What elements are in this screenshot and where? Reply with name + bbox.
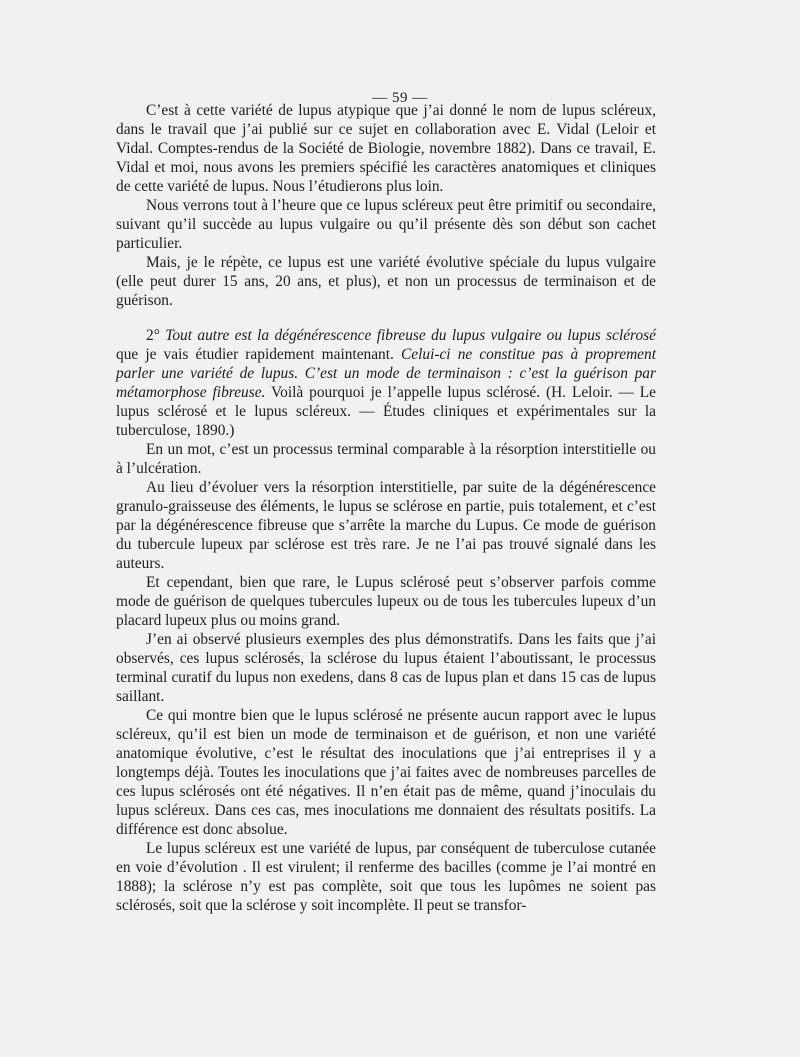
paragraph-4-text-2: Voilà pourquoi je l’appelle lupus sclérosé. (H. Leloir. — Le lupus sclérosé et le lupus scléreux. — Études cliniques et expérimentales sur la tuberculose, 1890.) — [116, 384, 656, 439]
page-number: — 59 — — [372, 90, 428, 106]
paragraph-1: C’est à cette variété de lupus atypique que j’ai donné le nom de lupus scléreux, dans le travail que j’ai publié sur ce sujet en collaboration avec E. Vidal (Leloir et Vidal. Comptes-rendus de la Société de Biologie, novembre 1882). Dans ce travail, E. Vidal et moi, nous avons les premiers spécifié les caractères anatomiques et cliniques de cette variété de lupus. Nous l’étudierons plus loin. — [116, 102, 656, 195]
paragraph-4-italic-1: Tout autre est la dégénérescence fibreuse du lupus vulgaire ou lupus sclérosé — [165, 327, 656, 344]
paragraph-8: J’en ai observé plusieurs exemples des plus démonstratifs. Dans les faits que j’ai observés, ces lupus sclérosés, la sclérose du lupus étaient l’aboutissant, le processus terminal curatif du lupus non exedens, dans 8 cas de lupus plan et dans 15 cas de lupus saillant. — [116, 631, 656, 705]
paragraph-5: En un mot, c’est un processus terminal comparable à la résorption interstitielle ou à l’ulcération. — [116, 441, 656, 477]
paragraph-4 — [116, 326, 656, 440]
paragraph-4-text-1: que je vais étudier rapidement maintenant. — [116, 346, 401, 363]
paragraph-3: Mais, je le répète, ce lupus est une variété évolutive spéciale du lupus vulgaire (elle peut durer 15 ans, 20 ans, et plus), et non un processus de terminaison et de guérison. — [116, 254, 656, 309]
paragraph-6: Au lieu d’évoluer vers la résorption interstitielle, par suite de la dégénérescence granulo-graisseuse des éléments, le lupus se sclérose en partie, puis totalement, et c’est par la dégénérescence fibreuse que s’arrête la marche du Lupus. Ce mode de guérison du tubercule lupeux par sclérose est très rare. Je ne l’ai pas trouvé signalé dans les auteurs. — [116, 479, 656, 572]
paragraph-2: Nous verrons tout à l’heure que ce lupus scléreux peut être primitif ou secondaire, suivant qu’il succède au lupus vulgaire ou qu’il présente dès son début son cachet particulier. — [116, 197, 656, 252]
body-text — [116, 101, 656, 915]
paragraph-4-lead: 2° — [146, 327, 166, 344]
paragraph-9: Ce qui montre bien que le lupus sclérosé ne présente aucun rapport avec le lupus scléreux, qu’il est bien un mode de terminaison et de guérison, et non une variété anatomique évolutive, c’est le résultat des inoculations que j’ai entreprises il y a longtemps déjà. Toutes les inoculations que j’ai faites avec de nombreuses parcelles de ces lupus sclérosés ont été négatives. Il n’en était pas de même, quand j’inoculais du lupus scléreux. Dans ces cas, mes inoculations me donnaient des résultats positifs. La différence est donc absolue. — [116, 707, 656, 838]
paragraph-10: Le lupus scléreux est une variété de lupus, par conséquent de tuberculose cutanée en voie d’évolution . Il est virulent; il renferme des bacilles (comme je l’ai montré en 1888); la sclérose n’y est pas complète, soit que tous les lupômes ne soient pas sclérosés, soit que la sclérose y soit incomplète. Il peut se transfor- — [116, 840, 656, 914]
paragraph-4-italic-2: Celui-ci ne constitue pas à proprement parler une variété de lupus. C’est un mode de terminaison : c’est la guérison par métamorphose fibreuse. — [116, 346, 656, 401]
paragraph-7: Et cependant, bien que rare, le Lupus sclérosé peut s’observer parfois comme mode de guérison de quelques tubercules lupeux ou de tous les tubercules lupeux d’un placard lupeux plus ou moins grand. — [116, 574, 656, 629]
